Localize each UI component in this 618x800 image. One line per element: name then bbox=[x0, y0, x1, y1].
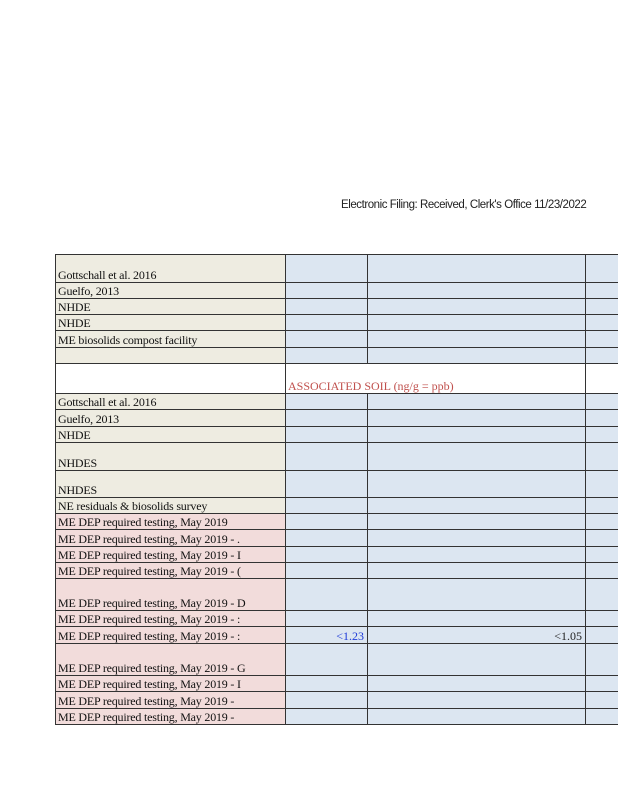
section-header-cell bbox=[286, 364, 586, 393]
table-row bbox=[55, 530, 618, 547]
table-row bbox=[55, 644, 618, 676]
value-cell bbox=[586, 676, 618, 691]
value-cell bbox=[286, 443, 368, 470]
value-cell bbox=[286, 299, 368, 314]
table-row bbox=[55, 410, 618, 427]
source-label: NHDE bbox=[58, 428, 91, 442]
table-row bbox=[55, 563, 618, 579]
value-cell bbox=[368, 443, 586, 470]
value-cell bbox=[286, 394, 368, 409]
value-cell bbox=[286, 315, 368, 330]
value-cell bbox=[286, 348, 368, 363]
value-cell bbox=[368, 471, 586, 497]
value-cell bbox=[586, 283, 618, 298]
table-row bbox=[55, 471, 618, 498]
value-cell bbox=[368, 547, 586, 562]
electronic-filing-stamp: Electronic Filing: Received, Clerk's Office 11/23/2022 bbox=[341, 199, 587, 211]
value-cell bbox=[286, 283, 368, 298]
source-label: ME DEP required testing, May 2019 - : bbox=[58, 629, 241, 643]
source-label: ME DEP required testing, May 2019 - D bbox=[58, 596, 246, 610]
value-cell bbox=[286, 611, 368, 626]
table-row bbox=[55, 348, 618, 364]
value-cell bbox=[368, 563, 586, 578]
value-cell bbox=[368, 315, 586, 330]
value-cell bbox=[368, 348, 586, 363]
value-cell bbox=[368, 644, 586, 675]
table-row bbox=[55, 627, 618, 644]
section-header-cell bbox=[586, 364, 618, 393]
value-cell bbox=[368, 299, 586, 314]
source-cell bbox=[55, 471, 286, 497]
source-label: ME DEP required testing, May 2019 - I bbox=[58, 548, 241, 562]
source-cell bbox=[55, 331, 286, 347]
table-row bbox=[55, 498, 618, 514]
value-cell bbox=[286, 410, 368, 426]
table-row bbox=[55, 394, 618, 410]
value-cell bbox=[368, 676, 586, 691]
value-cell bbox=[368, 692, 586, 708]
section-title: ASSOCIATED SOIL (ng/g = ppb) bbox=[288, 379, 454, 393]
value-cell bbox=[286, 676, 368, 691]
source-cell bbox=[55, 692, 286, 708]
source-label: NHDES bbox=[58, 483, 98, 497]
value-cell bbox=[586, 547, 618, 562]
value-cell bbox=[286, 427, 368, 442]
table-row bbox=[55, 709, 618, 725]
value-cell bbox=[368, 410, 586, 426]
value-cell bbox=[586, 498, 618, 513]
source-cell bbox=[55, 530, 286, 546]
table-row bbox=[55, 299, 618, 315]
source-label: Guelfo, 2013 bbox=[58, 284, 119, 298]
source-label: ME DEP required testing, May 2019 - G bbox=[58, 661, 246, 675]
table-row bbox=[55, 611, 618, 627]
source-cell bbox=[55, 315, 286, 330]
source-cell bbox=[55, 498, 286, 513]
source-cell bbox=[55, 443, 286, 470]
value-cell bbox=[368, 331, 586, 347]
source-label: ME DEP required testing, May 2019 - bbox=[58, 710, 235, 724]
source-label: Guelfo, 2013 bbox=[58, 412, 119, 426]
value-cell bbox=[586, 627, 618, 643]
value-cell bbox=[286, 644, 368, 675]
source-cell bbox=[55, 394, 286, 409]
value-cell bbox=[286, 563, 368, 578]
value-cell bbox=[586, 255, 618, 282]
value-cell bbox=[586, 443, 618, 470]
source-label: NHDE bbox=[58, 300, 91, 314]
value-cell bbox=[368, 394, 586, 409]
section-header-cell bbox=[55, 364, 286, 393]
value-cell bbox=[586, 692, 618, 708]
source-cell bbox=[55, 410, 286, 426]
table-row bbox=[55, 315, 618, 331]
value-cell bbox=[586, 348, 618, 363]
source-cell bbox=[55, 283, 286, 298]
value-cell bbox=[286, 471, 368, 497]
value-cell bbox=[586, 514, 618, 529]
value-cell bbox=[586, 709, 618, 724]
value-cell bbox=[586, 410, 618, 426]
value-cell bbox=[368, 283, 586, 298]
source-label: Gottschall et al. 2016 bbox=[58, 395, 157, 409]
value-cell bbox=[368, 709, 586, 724]
value-cell bbox=[286, 498, 368, 513]
source-cell bbox=[55, 514, 286, 529]
value-cell bbox=[586, 427, 618, 442]
value-cell bbox=[586, 563, 618, 578]
value-cell bbox=[586, 299, 618, 314]
value-cell bbox=[286, 514, 368, 529]
source-cell bbox=[55, 676, 286, 691]
value-cell bbox=[586, 579, 618, 610]
value-cell bbox=[286, 579, 368, 610]
value-cell bbox=[586, 611, 618, 626]
table-row bbox=[55, 427, 618, 443]
source-label: ME DEP required testing, May 2019 - ( bbox=[58, 564, 241, 578]
value-cell bbox=[368, 611, 586, 626]
source-cell bbox=[55, 348, 286, 363]
value-cell bbox=[586, 471, 618, 497]
value-cell bbox=[586, 530, 618, 546]
source-label: ME DEP required testing, May 2019 - . bbox=[58, 532, 240, 546]
source-label: ME DEP required testing, May 2019 - I bbox=[58, 677, 241, 691]
table-row bbox=[55, 579, 618, 611]
source-label: ME DEP required testing, May 2019 - : bbox=[58, 612, 241, 626]
section-header-row bbox=[55, 364, 618, 394]
value-cell bbox=[368, 255, 586, 282]
source-label: ME biosolids compost facility bbox=[58, 333, 198, 347]
value-cell bbox=[286, 547, 368, 562]
source-cell bbox=[55, 627, 286, 643]
measurement-value: <1.23 bbox=[336, 629, 364, 643]
table-row bbox=[55, 443, 618, 471]
source-cell bbox=[55, 611, 286, 626]
table-row bbox=[55, 676, 618, 692]
value-cell bbox=[586, 315, 618, 330]
value-cell bbox=[286, 627, 368, 643]
value-cell bbox=[286, 331, 368, 347]
table-row bbox=[55, 547, 618, 563]
table-row bbox=[55, 331, 618, 348]
source-cell bbox=[55, 255, 286, 282]
table-row bbox=[55, 692, 618, 709]
source-label: Gottschall et al. 2016 bbox=[58, 268, 157, 282]
value-cell bbox=[368, 627, 586, 643]
value-cell bbox=[368, 498, 586, 513]
source-cell bbox=[55, 299, 286, 314]
table-row bbox=[55, 514, 618, 530]
spreadsheet-table bbox=[55, 254, 618, 725]
source-cell bbox=[55, 563, 286, 578]
source-label: NHDE bbox=[58, 316, 91, 330]
source-label: NE residuals & biosolids survey bbox=[58, 499, 208, 513]
source-cell bbox=[55, 644, 286, 675]
value-cell bbox=[586, 331, 618, 347]
value-cell bbox=[286, 692, 368, 708]
value-cell bbox=[286, 709, 368, 724]
value-cell bbox=[586, 394, 618, 409]
value-cell bbox=[586, 644, 618, 675]
table-row bbox=[55, 283, 618, 299]
value-cell bbox=[286, 255, 368, 282]
value-cell bbox=[286, 530, 368, 546]
value-cell bbox=[368, 530, 586, 546]
source-label: ME DEP required testing, May 2019 bbox=[58, 515, 228, 529]
table-row bbox=[55, 254, 618, 283]
value-cell bbox=[368, 427, 586, 442]
source-label: ME DEP required testing, May 2019 - bbox=[58, 694, 235, 708]
source-cell bbox=[55, 579, 286, 610]
source-cell bbox=[55, 547, 286, 562]
source-cell bbox=[55, 427, 286, 442]
measurement-value: <1.05 bbox=[554, 629, 582, 643]
source-label: NHDES bbox=[58, 456, 98, 470]
value-cell bbox=[368, 579, 586, 610]
source-cell bbox=[55, 709, 286, 724]
value-cell bbox=[368, 514, 586, 529]
